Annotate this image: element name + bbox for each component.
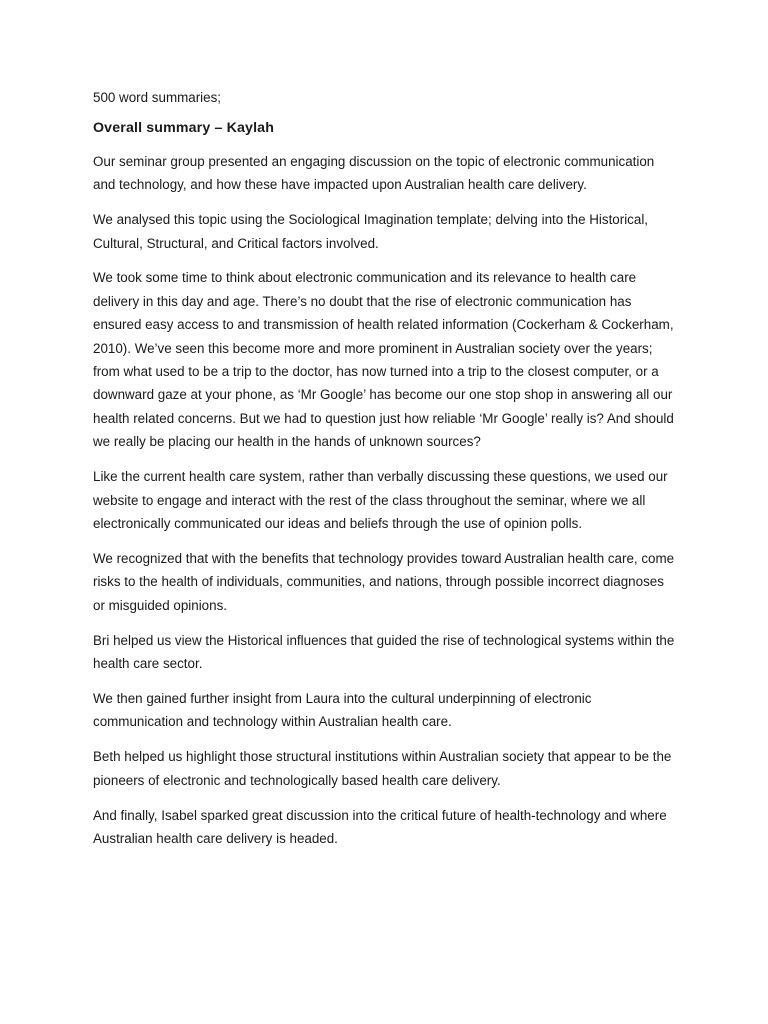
paragraph-historical: Bri helped us view the Historical influences that guided the rise of technological systems within the health care sector. [93,632,675,672]
section-heading: Overall summary – Kaylah [93,120,275,137]
paragraph-critical: And finally, Isabel sparked great discussion into the critical future of health-technology and where Australian health care delivery is headed. [93,807,667,846]
paragraph-benefits-risks: We recognized that with the benefits that technology provides toward Australian health care, come risks to the health of individuals, communities, and nations, through possible incorrect diagnoses or misguided opinions. [93,550,675,613]
document-page [93,86,678,862]
paragraph-structural: Beth helped us highlight those structural institutions within Australian society that appear to be the pioneers of electronic and technologically based health care delivery. [93,749,672,788]
paragraph-website-polls: Like the current health care system, rather than verbally discussing these questions, we used our website to engage and interact with the rest of the class throughout the seminar, where we all electronically communicated our ideas and beliefs through the use of opinion polls. [93,469,668,531]
intro-line: 500 word summaries; [93,90,222,105]
paragraph-intro: Our seminar group presented an engaging discussion on the topic of electronic communication and technology, and how these have impacted upon Australian health care delivery. [93,153,655,193]
paragraph-cultural: We then gained further insight from Laura into the cultural underpinning of electronic communication and technology within Australian health care. [93,690,592,730]
paragraph-electronic-communication: We took some time to think about electronic communication and its relevance to health care delivery in this day and age. There’s no doubt that the rise of electronic communication has ensured easy access to and transmission of health related information (Cockerham & Cockerham, 2010). We’ve seen this become more and more prominent in Australian society over the years; from what used to be a trip to the doctor, has now turned into a trip to the closest computer, or a downward gaze at your phone, as ‘Mr Google’ has become our one stop shop in answering all our health related concerns. But we had to question just how reliable ‘Mr Google’ really is? And should we really be placing our health in the hands of unknown sources? [93,270,674,450]
paragraph-analysis-method: We analysed this topic using the Sociological Imagination template; delving into the Historical, Cultural, Structural, and Critical factors involved. [93,212,649,251]
